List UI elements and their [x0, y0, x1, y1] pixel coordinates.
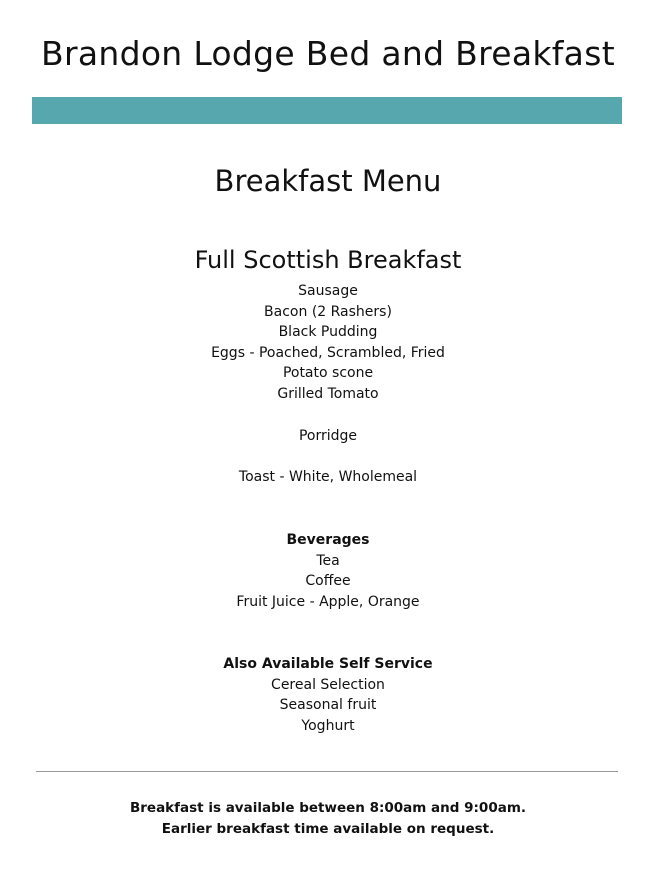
menu-title: Breakfast Menu	[214, 164, 442, 198]
footer-early-note: Earlier breakfast time available on request.	[161, 821, 495, 837]
beverage-item: Tea	[316, 552, 340, 569]
self-service-item: Seasonal fruit	[279, 697, 377, 714]
self-service-item: Cereal Selection	[271, 676, 385, 693]
menu-item-toast: Toast - White, Wholemeal	[238, 469, 418, 485]
menu-item: Black Pudding	[278, 324, 378, 341]
menu-item: Sausage	[298, 283, 358, 299]
beverage-item: Fruit Juice - Apple, Orange	[236, 593, 420, 610]
accent-bar	[32, 97, 622, 124]
beverages-section	[0, 530, 656, 612]
full-scottish-items	[0, 281, 656, 405]
self-service-heading: Also Available Self Service	[223, 656, 433, 672]
self-service-section	[0, 654, 656, 736]
section-title-full-scottish: Full Scottish Breakfast	[194, 246, 462, 274]
site-title: Brandon Lodge Bed and Breakfast	[41, 34, 615, 73]
footer-hours: Breakfast is available between 8:00am and 9:00am.	[129, 800, 527, 816]
menu-item: Grilled Tomato	[277, 385, 379, 402]
menu-item: Potato scone	[282, 365, 374, 382]
porridge-block	[0, 426, 656, 447]
menu-item: Bacon (2 Rashers)	[264, 303, 392, 320]
menu-item-porridge: Porridge	[298, 428, 358, 444]
footer	[0, 798, 656, 840]
toast-block	[0, 467, 656, 488]
beverages-heading: Beverages	[286, 532, 370, 548]
menu-item: Eggs - Poached, Scrambled, Fried	[211, 344, 445, 361]
beverage-item: Coffee	[305, 573, 351, 590]
footer-divider	[36, 771, 618, 772]
self-service-item: Yoghurt	[301, 717, 355, 734]
